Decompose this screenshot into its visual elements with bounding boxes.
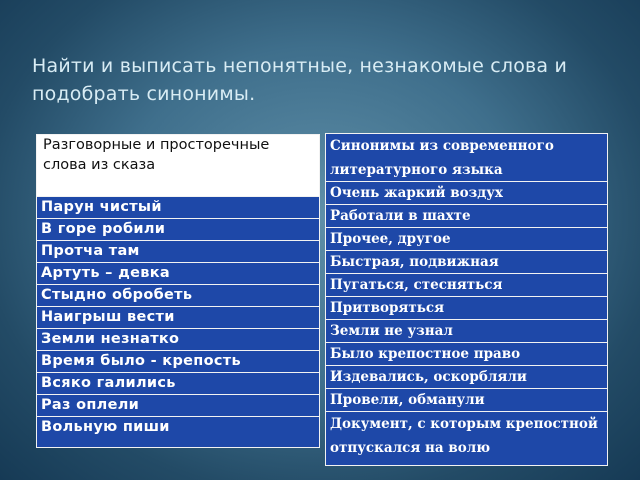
colloquial-word-row: В горе робили — [37, 219, 319, 241]
colloquial-words-table — [36, 134, 320, 448]
colloquial-word-row: Протча там — [37, 241, 319, 263]
synonym-row: Провели, обманули — [326, 389, 607, 412]
synonym-row: Пугаться, стесняться — [326, 274, 607, 297]
synonym-row: Издевались, оскорбляли — [326, 366, 607, 389]
synonym-row: Притворяться — [326, 297, 607, 320]
colloquial-word-row: Время было - крепость — [37, 351, 319, 373]
synonym-row: Документ, с которым крепостной отпускался на волю — [330, 416, 598, 456]
colloquial-word-row: Парун чистый — [37, 197, 319, 219]
synonym-row: Быстрая, подвижная — [326, 251, 607, 274]
colloquial-word-row: Наигрыш вести — [37, 307, 319, 329]
colloquial-words-header: Разговорные и просторечные слова из сказа — [37, 135, 319, 197]
synonym-row: Земли не узнал — [326, 320, 607, 343]
synonym-row: Работали в шахте — [326, 205, 607, 228]
slide-title: Найти и выписать непонятные, незнакомые слова и подобрать синонимы. — [32, 55, 568, 105]
synonym-row: Очень жаркий воздух — [326, 182, 607, 205]
colloquial-word-row: Артуть – девка — [37, 263, 319, 285]
colloquial-word-row: Вольную пиши — [41, 419, 170, 435]
synonym-row: Было крепостное право — [326, 343, 607, 366]
colloquial-word-row: Земли незнатко — [37, 329, 319, 351]
synonyms-table — [325, 133, 608, 466]
synonym-row: Прочее, другое — [326, 228, 607, 251]
colloquial-word-row: Раз оплели — [37, 395, 319, 417]
colloquial-word-row: Всяко галились — [37, 373, 319, 395]
synonyms-header: Синонимы из современного литературного языка — [326, 134, 607, 182]
colloquial-word-row: Стыдно обробеть — [37, 285, 319, 307]
